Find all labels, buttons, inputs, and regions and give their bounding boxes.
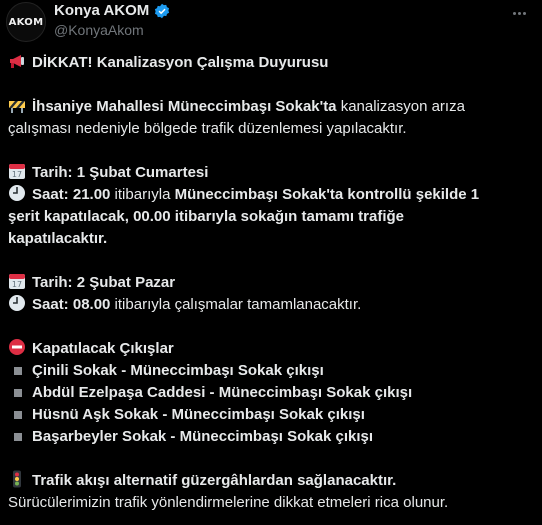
- construction-barrier-icon: [8, 96, 26, 114]
- exits-heading: Kapatılacak Çıkışlar: [32, 340, 174, 357]
- calendar-icon: [8, 162, 26, 180]
- list-item: [8, 382, 538, 404]
- time1-line-3: kapatılacaktır.: [8, 230, 108, 247]
- avatar-logo-text: AKOM: [8, 16, 44, 28]
- list-item: [8, 360, 538, 382]
- time2-line: [8, 294, 538, 316]
- time2-value: Saat: 08.00: [32, 296, 111, 313]
- exit-item-label: Hüsnü Aşk Sokak - Müneccimbaşı Sokak çıkışı: [32, 406, 365, 423]
- intro-line-2: çalışması nedeniyle bölgede trafik düzenlemesi yapılacaktır.: [8, 120, 407, 137]
- account-name[interactable]: Konya AKOM: [54, 2, 150, 19]
- bullet-icon: [14, 433, 22, 441]
- time1-connector: itibarıyla: [110, 186, 175, 203]
- post-title-line: [8, 52, 538, 74]
- avatar[interactable]: [6, 2, 46, 42]
- list-item: [8, 404, 538, 426]
- post-title: DİKKAT! Kanalizasyon Çalışma Duyurusu: [32, 54, 329, 71]
- time1-value: Saat: 21.00: [32, 186, 111, 203]
- date1-label: Tarih: 1 Şubat Cumartesi: [32, 164, 209, 181]
- more-options-icon[interactable]: [508, 2, 530, 24]
- traffic-light-icon: [8, 470, 26, 488]
- exit-item-label: Abdül Ezelpaşa Caddesi - Müneccimbaşı Sokak çıkışı: [32, 384, 413, 401]
- svg-text:17: 17: [11, 170, 23, 179]
- exits-heading-line: [8, 338, 538, 360]
- bullet-icon: [14, 367, 22, 375]
- date1-line: [8, 162, 538, 184]
- intro-text: kanalizasyon arıza: [336, 98, 465, 115]
- account-name-row: [54, 2, 170, 19]
- verified-badge-icon: [154, 3, 170, 19]
- date2-line: [8, 272, 538, 294]
- exit-item-label: Çinili Sokak - Müneccimbaşı Sokak çıkışı: [32, 362, 324, 379]
- bullet-icon: [14, 411, 22, 419]
- intro-location: İhsaniye Mahallesi Müneccimbaşı Sokak'ta: [32, 98, 337, 115]
- date2-label: Tarih: 2 Şubat Pazar: [32, 274, 176, 291]
- post-header: [0, 0, 542, 48]
- svg-text:17: 17: [11, 280, 23, 289]
- post-body: [8, 52, 538, 514]
- calendar-icon: [8, 272, 26, 290]
- time1-line-2: şerit kapatılacak, 00.00 itibarıyla sokağın tamamı trafiğe: [8, 208, 405, 225]
- list-item: [8, 426, 538, 448]
- time1-line-1: [8, 184, 538, 206]
- traffic-note-line: [8, 470, 538, 492]
- no-entry-icon: [8, 338, 26, 356]
- account-handle[interactable]: @KonyaAkom: [54, 22, 144, 38]
- time2-text: itibarıyla çalışmalar tamamlanacaktır.: [110, 296, 362, 313]
- clock-icon: [8, 184, 26, 202]
- closing-text: Sürücülerimizin trafik yönlendirmelerine dikkat etmeleri rica olunur.: [8, 494, 449, 511]
- clock-icon: [8, 294, 26, 312]
- time1-detail: Müneccimbaşı Sokak'ta kontrollü şekilde 1: [174, 186, 480, 203]
- bullet-icon: [14, 389, 22, 397]
- traffic-note: Trafik akışı alternatif güzergâhlardan sağlanacaktır.: [32, 472, 397, 489]
- intro-line-1: [8, 96, 538, 118]
- megaphone-icon: [8, 52, 26, 70]
- exit-item-label: Başarbeyler Sokak - Müneccimbaşı Sokak çıkışı: [32, 428, 374, 445]
